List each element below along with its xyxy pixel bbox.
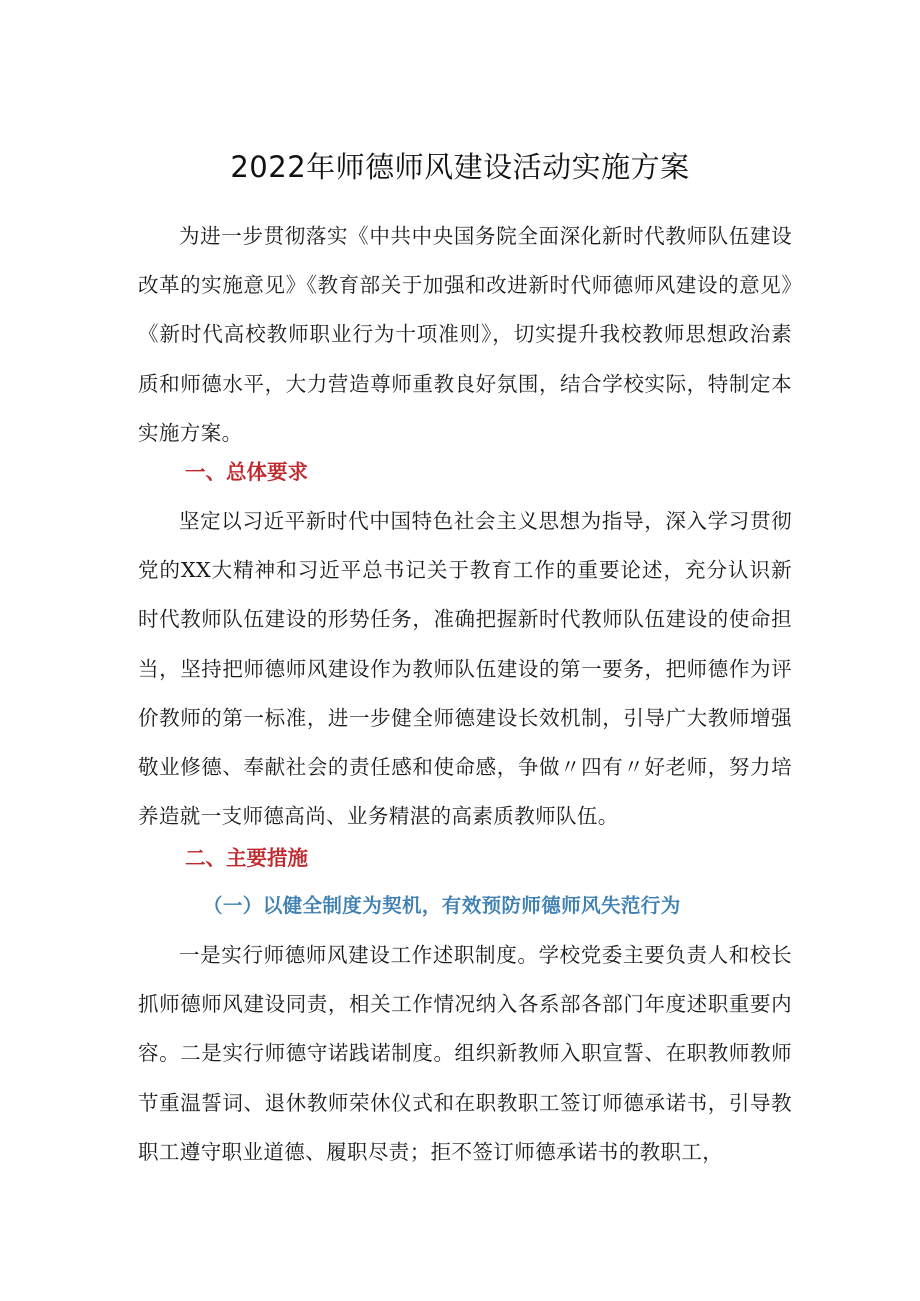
intro-paragraph: 为进一步贯彻落实《中共中央国务院全面深化新时代教师队伍建设改革的实施意见》《教育部关于加强和改进新时代师德师风建设的意见》《新时代高校教师职业行为十项准则》，切实提升我校教师思想政治素质和师德水平，大力营造尊师重教良好氛围，结合学校实际，特制定本实施方案。: [138, 224, 792, 445]
section-heading-main-measures: 二、主要措施: [185, 846, 308, 870]
main-measures-paragraph: 一是实行师德师风建设工作述职制度。学校党委主要负责人和校长抓师德师风建设同责，相关工作情况纳入各系部各部门年度述职重要内容。二是实行师德守诺践诺制度。组织新教师入职宣誓、在职教师教师节重温誓词、退休教师荣休仪式和在职教职工签订师德承诺书，引导教职工遵守职业道德、履职尽责；拒不签订师德承诺书的教职工，: [138, 943, 792, 1164]
subsection-heading-system: （一）以健全制度为契机，有效预防师德师风失范行为: [203, 894, 681, 917]
general-requirements-paragraph: 坚定以习近平新时代中国特色社会主义思想为指导，深入学习贯彻党的XX大精神和习近平总书记关于教育工作的重要论述，充分认识新时代教师队伍建设的形势任务，准确把握新时代教师队伍建设的使命担当，坚持把师德师风建设作为教师队伍建设的第一要务，把师德作为评价教师的第一标准，进一步健全师德建设长效机制，引导广大教师增强敬业修德、奉献社会的责任感和使命感，争做〃四有〃好老师，努力培养造就一支师德高尚、业务精湛的高素质教师队伍。: [138, 509, 792, 829]
section-heading-general-requirements: 一、总体要求: [185, 460, 308, 484]
document-title: 2022年师德师风建设活动实施方案: [230, 150, 690, 184]
